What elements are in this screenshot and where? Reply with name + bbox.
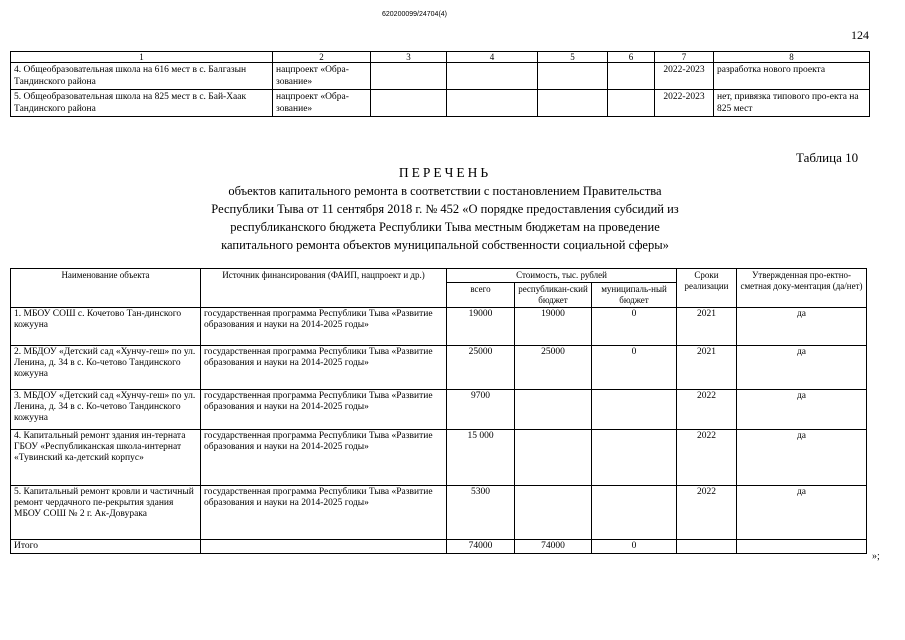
- cost-republic: [515, 430, 592, 486]
- header-municipal-budget: муниципаль-ный бюджет: [592, 283, 677, 308]
- cost-republic: 25000: [515, 346, 592, 390]
- header-funding-source: Источник финансирования (ФАИП, нацпроект и др.): [201, 269, 447, 308]
- table-number: Таблица 10: [796, 150, 859, 165]
- cost-municipal: [592, 390, 677, 430]
- funding-source: нацпроект «Обра-зование»: [273, 90, 371, 117]
- header-object-name: Наименование объекта: [11, 269, 201, 308]
- column-number: 7: [655, 52, 714, 63]
- header-cost: Стоимость, тыс. рублей: [447, 269, 677, 283]
- cell-empty: [371, 63, 447, 90]
- table-row: [11, 486, 867, 540]
- implementation-year: 2022: [677, 486, 737, 540]
- object-name: 1. МБОУ СОШ с. Кочетово Тан-динского кожууна: [11, 308, 201, 346]
- total-label: Итого: [11, 540, 201, 554]
- cell-empty: [538, 90, 608, 117]
- object-name: 3. МБДОУ «Детский сад «Хунчу-геш» по ул. Ленина, д. 34 в с. Ко-четово Тандинского кожууна: [11, 390, 201, 430]
- header-documentation: Утвержденная про-ектно-сметная доку-ментация (да/нет): [737, 269, 867, 308]
- funding-source: государственная программа Республики Тыва «Развитие образования и науки на 2014-2025 годы»: [201, 308, 447, 346]
- object-name: 2. МБДОУ «Детский сад «Хунчу-геш» по ул. Ленина, д. 34 в с. Ко-четово Тандинского кожууна: [11, 346, 201, 390]
- heading-subtitle: [120, 182, 770, 254]
- table-row: [11, 390, 867, 430]
- implementation-year: 2021: [677, 346, 737, 390]
- column-number: 1: [11, 52, 273, 63]
- object-name: 4. Общеобразовательная школа на 616 мест в с. Балгазын Тандинского района: [11, 63, 273, 90]
- implementation-years: 2022-2023: [655, 63, 714, 90]
- header-terms: Сроки реализации: [677, 269, 737, 308]
- table-row: [11, 430, 867, 486]
- cell-empty: [608, 63, 655, 90]
- implementation-year: 2022: [677, 430, 737, 486]
- heading-line: капитального ремонта объектов муниципальной собственности социальной сферы»: [221, 238, 669, 252]
- documentation-note: разработка нового проекта: [714, 63, 870, 90]
- column-number-row: [11, 52, 870, 63]
- table-row: [11, 308, 867, 346]
- funding-source: государственная программа Республики Тыва «Развитие образования и науки на 2014-2025 годы»: [201, 390, 447, 430]
- column-number: 2: [273, 52, 371, 63]
- funding-source: государственная программа Республики Тыва «Развитие образования и науки на 2014-2025 годы»: [201, 430, 447, 486]
- table-row: [11, 90, 870, 117]
- column-number: 5: [538, 52, 608, 63]
- total-row: [11, 540, 867, 554]
- table-row: [11, 346, 867, 390]
- table-row: [11, 63, 870, 90]
- documentation-status: да: [737, 346, 867, 390]
- cell-empty: [737, 540, 867, 554]
- header-total: всего: [447, 283, 515, 308]
- cell-empty: [538, 63, 608, 90]
- documentation-status: да: [737, 486, 867, 540]
- header-row: [11, 269, 867, 283]
- cost-total: 19000: [447, 308, 515, 346]
- documentation-status: да: [737, 390, 867, 430]
- heading-line: объектов капитального ремонта в соответствии с постановлением Правительства: [228, 184, 662, 198]
- heading-line: республиканского бюджета Республики Тыва местным бюджетам на проведение: [230, 220, 660, 234]
- funding-source: государственная программа Республики Тыва «Развитие образования и науки на 2014-2025 годы»: [201, 346, 447, 390]
- documentation-note: нет, привязка типового про-екта на 825 мест: [714, 90, 870, 117]
- cost-republic: [515, 486, 592, 540]
- object-name: 5. Капитальный ремонт кровли и частичный ремонт чердачного пе-рекрытия здания МБОУ СОШ № 2 г. Ак-Довурака: [11, 486, 201, 540]
- cost-municipal: 0: [592, 308, 677, 346]
- documentation-status: да: [737, 308, 867, 346]
- implementation-years: 2022-2023: [655, 90, 714, 117]
- funding-source: государственная программа Республики Тыва «Развитие образования и науки на 2014-2025 годы»: [201, 486, 447, 540]
- cost-total: 15 000: [447, 430, 515, 486]
- closing-quote-mark: »;: [872, 551, 880, 562]
- column-number: 3: [371, 52, 447, 63]
- capital-repair-table: [10, 268, 867, 554]
- column-number: 8: [714, 52, 870, 63]
- funding-source: нацпроект «Обра-зование»: [273, 63, 371, 90]
- cost-total: 5300: [447, 486, 515, 540]
- implementation-year: 2022: [677, 390, 737, 430]
- cell-empty: [201, 540, 447, 554]
- document-id: 620200099/24704(4): [382, 11, 448, 18]
- object-name: 4. Капитальный ремонт здания ин-терната ГБОУ «Республиканская школа-интернат «Тувинский ка-детский корпус»: [11, 430, 201, 486]
- cell-empty: [447, 63, 538, 90]
- header-republic-budget: республикан-ский бюджет: [515, 283, 592, 308]
- cost-republic: [515, 390, 592, 430]
- cost-republic: 19000: [515, 308, 592, 346]
- cell-empty: [677, 540, 737, 554]
- documentation-status: да: [737, 430, 867, 486]
- total-sum: 74000: [447, 540, 515, 554]
- cost-total: 25000: [447, 346, 515, 390]
- cost-total: 9700: [447, 390, 515, 430]
- cost-municipal: [592, 430, 677, 486]
- column-number: 6: [608, 52, 655, 63]
- page-title: ПЕРЕЧЕНЬ: [398, 165, 492, 180]
- cell-empty: [371, 90, 447, 117]
- column-number: 4: [447, 52, 538, 63]
- total-republic: 74000: [515, 540, 592, 554]
- continued-objects-table: [10, 51, 870, 117]
- page-number: 124: [851, 28, 869, 42]
- object-name: 5. Общеобразовательная школа на 825 мест в с. Бай-Хаак Тандинского района: [11, 90, 273, 117]
- implementation-year: 2021: [677, 308, 737, 346]
- heading-line: Республики Тыва от 11 сентября 2018 г. № 452 «О порядке предоставления субсидий из: [211, 202, 679, 216]
- cost-municipal: [592, 486, 677, 540]
- total-municipal: 0: [592, 540, 677, 554]
- cell-empty: [608, 90, 655, 117]
- cost-municipal: 0: [592, 346, 677, 390]
- cell-empty: [447, 90, 538, 117]
